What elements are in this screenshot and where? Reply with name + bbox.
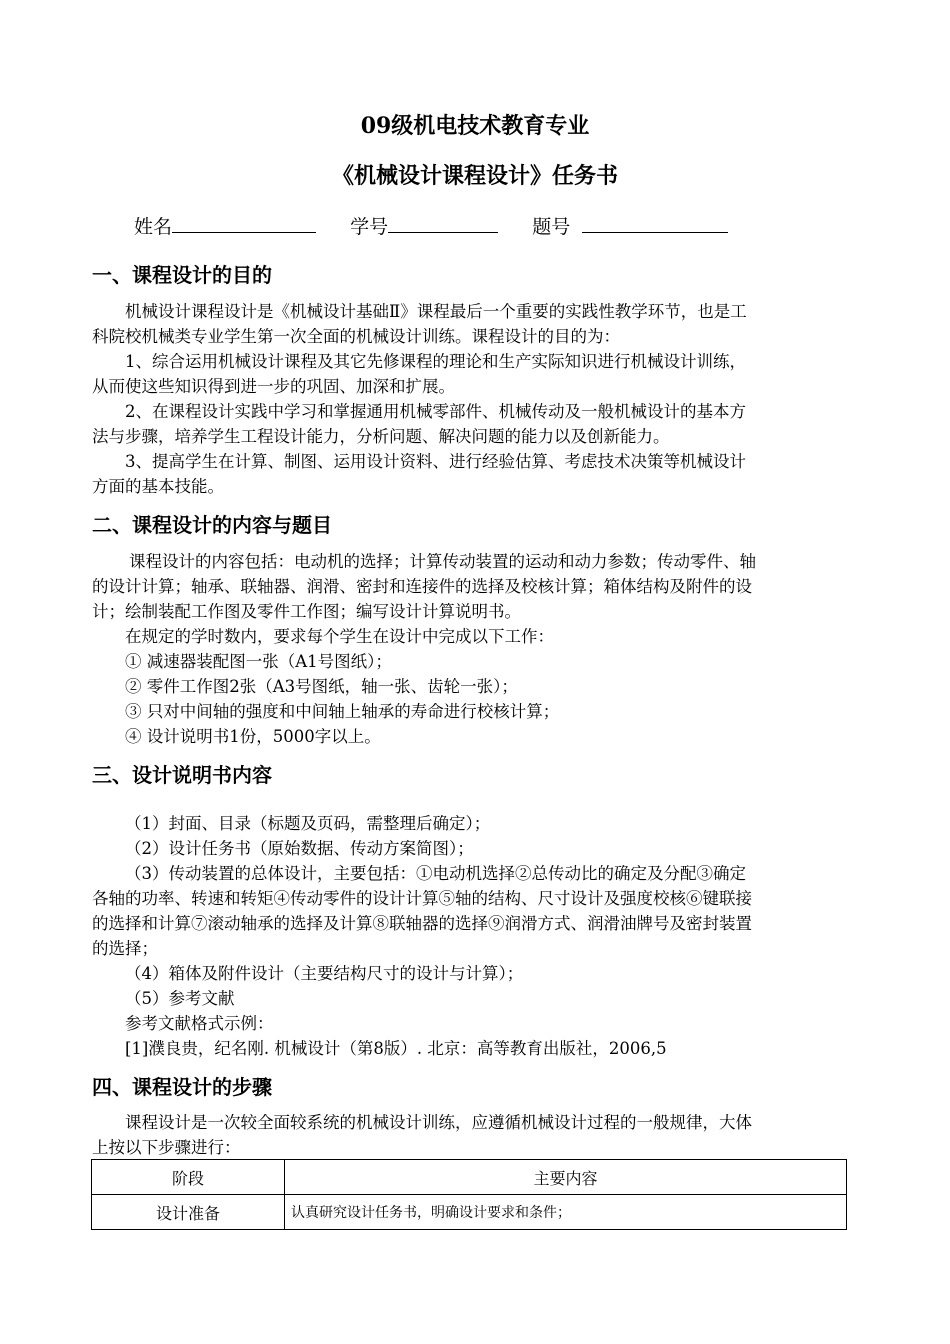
topic-label: 题号	[532, 216, 571, 238]
reference-example: [1]濮良贵，纪名刚. 机械设计（第8版）. 北京：高等教育出版社，2006,5	[125, 1039, 667, 1058]
topic-blank[interactable]	[582, 212, 728, 233]
section-body-purpose	[92, 299, 862, 499]
name-label: 姓名	[134, 216, 173, 238]
paragraph-line: 的设计计算；轴承、联轴器、润滑、密封和连接件的选择及校核计算；箱体结构及附件的设	[92, 577, 752, 596]
paragraph-line: 参考文献格式示例：	[125, 1014, 274, 1033]
list-item: ① 减速器装配图一张（A1号图纸）；	[125, 652, 392, 671]
section-heading-manual: 三、设计说明书内容	[92, 763, 272, 787]
paragraph-line: 2、在课程设计实践中学习和掌握通用机械零部件、机械传动及一般机械设计的基本方	[125, 402, 746, 421]
name-blank[interactable]	[172, 212, 316, 233]
paragraph-line: 科院校机械类专业学生第一次全面的机械设计训练。课程设计的目的为：	[92, 327, 620, 346]
list-item: ② 零件工作图2张（A3号图纸，轴一张、齿轮一张）；	[125, 677, 518, 696]
table-header-content: 主要内容	[285, 1160, 847, 1195]
document-title-line1: 09级机电技术教育专业	[360, 113, 590, 139]
student-id-blank[interactable]	[388, 212, 498, 233]
table-cell-stage: 设计准备	[92, 1195, 285, 1230]
section-heading-purpose: 一、课程设计的目的	[92, 263, 272, 287]
paragraph-line: 从而使这些知识得到进一步的巩固、加深和扩展。	[92, 377, 455, 396]
section-body-steps	[92, 1110, 862, 1160]
paragraph-line: 计；绘制装配工作图及零件工作图；编写设计计算说明书。	[92, 602, 521, 621]
student-info-row	[134, 212, 728, 241]
table-cell-content: 认真研究设计任务书，明确设计要求和条件；	[285, 1195, 847, 1230]
table-header-stage: 阶段	[92, 1160, 285, 1195]
section-body-manual	[92, 811, 862, 1061]
paragraph-line: 的选择和计算⑦滚动轴承的选择及计算⑧联轴器的选择⑨润滑方式、润滑油牌号及密封装置	[92, 914, 752, 933]
section-body-content	[92, 549, 862, 749]
list-item: （3）传动装置的总体设计，主要包括：①电动机选择②总传动比的确定及分配③确定	[125, 864, 746, 883]
paragraph-line: 课程设计是一次较全面较系统的机械设计训练，应遵循机械设计过程的一般规律，大体	[125, 1113, 752, 1132]
paragraph-line: 各轴的功率、转速和转矩④传动零件的设计计算⑤轴的结构、尺寸设计及强度校核⑥键联接	[92, 889, 752, 908]
list-item: ③ 只对中间轴的强度和中间轴上轴承的寿命进行校核计算；	[125, 702, 560, 721]
paragraph-line: 方面的基本技能。	[92, 477, 224, 496]
paragraph-line: 3、提高学生在计算、制图、运用设计资料、进行经验估算、考虑技术决策等机械设计	[125, 452, 746, 471]
paragraph-line: 上按以下步骤进行：	[92, 1138, 241, 1157]
paragraph-line: 的选择；	[92, 939, 158, 958]
paragraph-line: 课程设计的内容包括：电动机的选择；计算传动装置的运动和动力参数；传动零件、轴	[129, 552, 756, 571]
list-item: （1）封面、目录（标题及页码，需整理后确定）；	[125, 814, 491, 833]
design-steps-table	[91, 1159, 847, 1230]
section-heading-content: 二、课程设计的内容与题目	[92, 513, 332, 537]
student-id-label: 学号	[350, 216, 389, 238]
section-heading-steps: 四、课程设计的步骤	[92, 1075, 272, 1099]
table-header-row	[92, 1160, 847, 1195]
paragraph-line: 在规定的学时数内，要求每个学生在设计中完成以下工作：	[125, 627, 554, 646]
list-item: ④ 设计说明书1份，5000字以上。	[125, 727, 381, 746]
list-item: （4）箱体及附件设计（主要结构尺寸的设计与计算）；	[125, 964, 524, 983]
list-item: （5）参考文献	[125, 989, 235, 1008]
paragraph-line: 机械设计课程设计是《机械设计基础Ⅱ》课程最后一个重要的实践性教学环节，也是工	[125, 302, 747, 321]
document-title-line2: 《机械设计课程设计》任务书	[331, 163, 618, 189]
table-row	[92, 1195, 847, 1230]
paragraph-line: 1、综合运用机械设计课程及其它先修课程的理论和生产实际知识进行机械设计训练，	[125, 352, 746, 371]
list-item: （2）设计任务书（原始数据、传动方案简图）；	[125, 839, 474, 858]
paragraph-line: 法与步骤，培养学生工程设计能力，分析问题、解决问题的能力以及创新能力。	[92, 427, 670, 446]
